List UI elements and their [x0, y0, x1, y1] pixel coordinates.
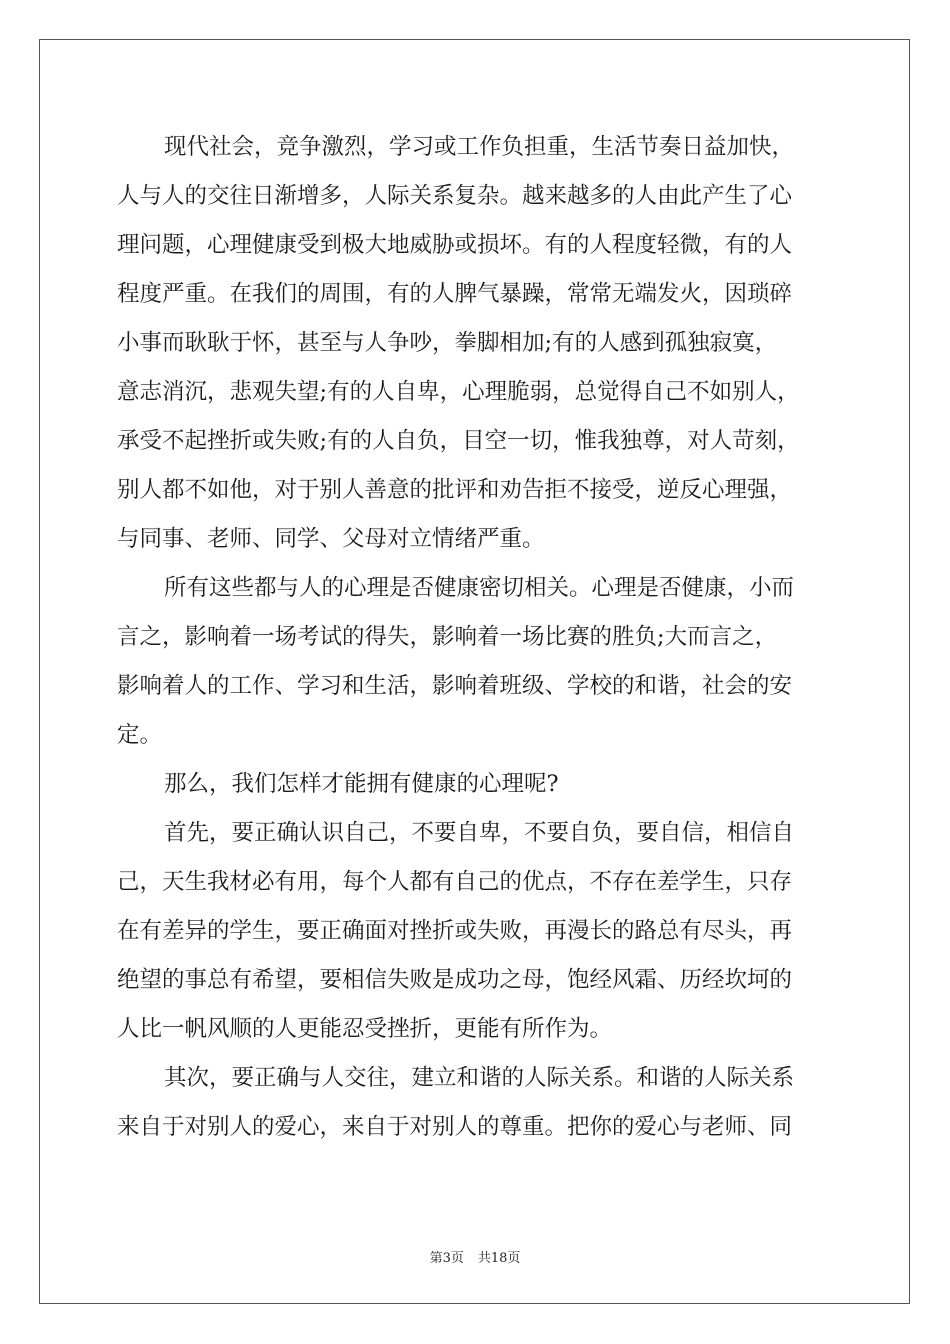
- text-line: 其次，要正确与人交往，建立和谐的人际关系。和谐的人际关系: [164, 1065, 795, 1091]
- page-number: 第3页: [429, 1251, 464, 1266]
- text-line: 人与人的交往日渐增多，人际关系复杂。越来越多的人由此产生了心: [117, 183, 793, 209]
- text-line: 理问题，心理健康受到极大地威胁或损坏。有的人程度轻微，有的人: [117, 232, 793, 258]
- text-line: 己，天生我材必有用，每个人都有自己的优点，不存在差学生，只存: [117, 869, 793, 895]
- paragraph: [117, 123, 859, 564]
- text-line: 言之，影响着一场考试的得失，影响着一场比赛的胜负;大而言之，: [117, 624, 778, 650]
- text-line: 在有差异的学生，要正确面对挫折或失败，再漫长的路总有尽头，再: [117, 918, 793, 944]
- text-line: 绝望的事总有希望，要相信失败是成功之母，饱经风霜、历经坎坷的: [117, 967, 793, 993]
- page-footer: [0, 1247, 950, 1266]
- text-line: 所有这些都与人的心理是否健康密切相关。心理是否健康，小而: [164, 575, 795, 601]
- paragraph: [117, 809, 859, 1054]
- text-line: 定。: [117, 722, 163, 748]
- text-line: 来自于对别人的爱心，来自于对别人的尊重。把你的爱心与老师、同: [117, 1114, 793, 1140]
- page-total: 共18页: [477, 1251, 521, 1266]
- paragraph: [117, 1054, 859, 1152]
- text-line: 影响着人的工作、学习和生活，影响着班级、学校的和谐，社会的安: [117, 673, 793, 699]
- text-line: 意志消沉，悲观失望;有的人自卑，心理脆弱，总觉得自己不如别人，: [117, 379, 800, 405]
- text-line: 承受不起挫折或失败;有的人自负，目空一切，惟我独尊，对人苛刻，: [117, 428, 800, 454]
- text-line: 现代社会，竞争激烈，学习或工作负担重，生活节奏日益加快，: [164, 134, 795, 160]
- text-line: 与同事、老师、同学、父母对立情绪严重。: [117, 526, 545, 552]
- text-line: 首先，要正确认识自己，不要自卑，不要自负，要自信，相信自: [164, 820, 795, 846]
- text-line: 小事而耿耿于怀，甚至与人争吵，拳脚相加;有的人感到孤独寂寞，: [117, 330, 778, 356]
- text-line: 程度严重。在我们的周围，有的人脾气暴躁，常常无端发火，因琐碎: [117, 281, 793, 307]
- text-line: 那么，我们怎样才能拥有健康的心理呢?: [164, 771, 559, 797]
- document-body: [117, 123, 859, 1152]
- text-line: 别人都不如他，对于别人善意的批评和劝告拒不接受，逆反心理强，: [117, 477, 793, 503]
- paragraph: [117, 564, 859, 760]
- paragraph: [117, 760, 859, 809]
- text-line: 人比一帆风顺的人更能忍受挫折，更能有所作为。: [117, 1016, 613, 1042]
